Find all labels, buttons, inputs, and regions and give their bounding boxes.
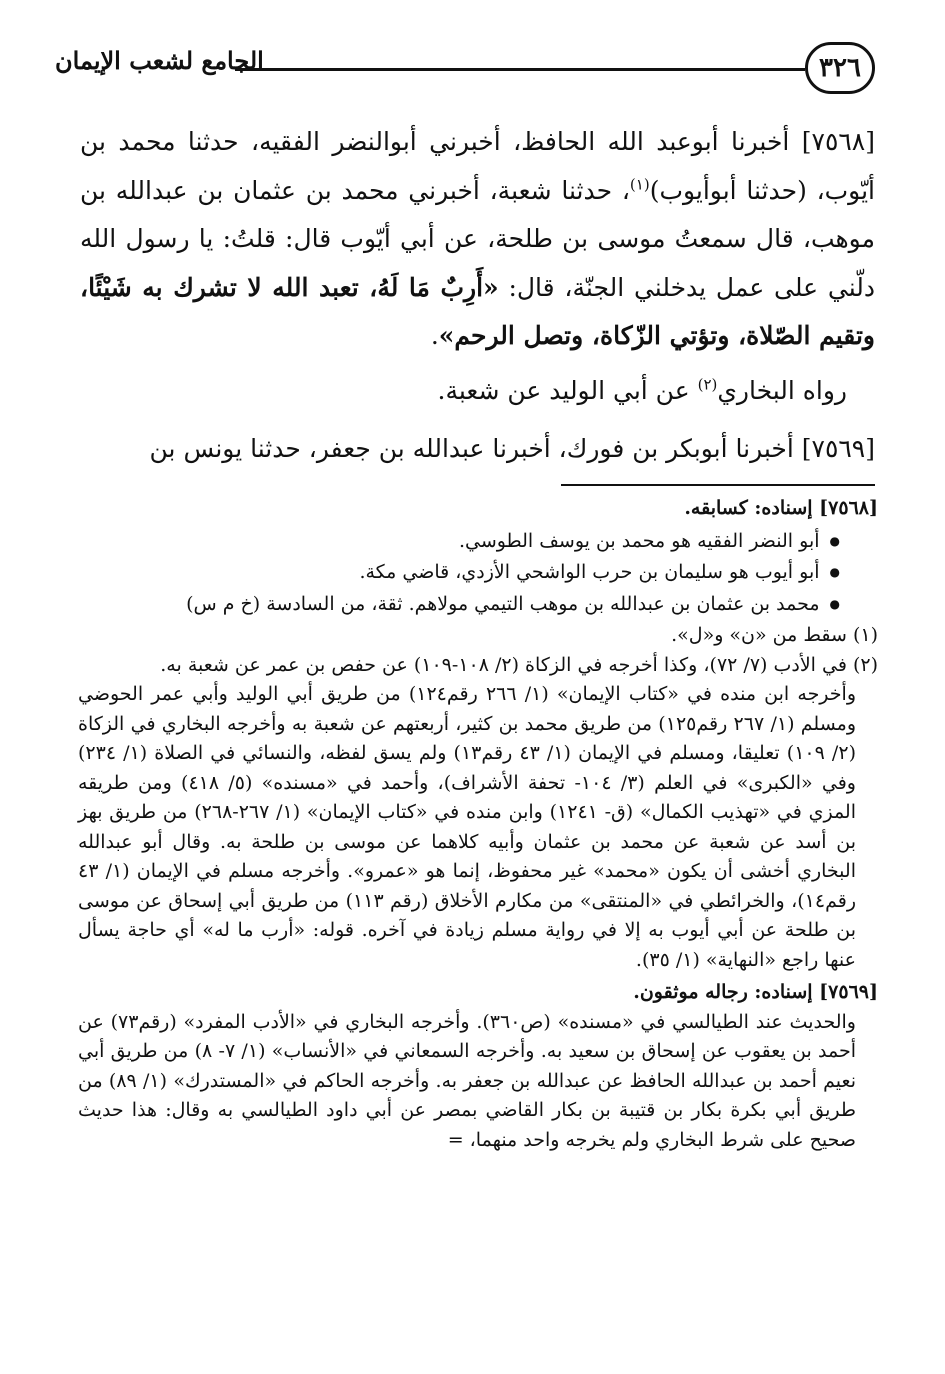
- hadith-7568: [80, 118, 875, 361]
- page-number: ٣٢٦: [805, 42, 875, 94]
- header-rule: [235, 68, 805, 71]
- hadith-7568-end: .: [430, 321, 439, 350]
- book-title: الجامع لشعب الإيمان: [55, 46, 264, 75]
- hadith-7569: [٧٥٦٩] أخبرنا أبوبكر بن فورك، أخبرنا عبدالله بن جعفر، حدثنا يونس بن: [149, 434, 875, 463]
- note-bullet-2: ● أبو أيوب هو سليمان بن حرب الواشحي الأزدي، قاضي مكة.: [78, 558, 878, 590]
- note-bullet-3: ● محمد بن عثمان بن عبدالله بن موهب التيمي مولاهم. ثقة، من السادسة (خ م س): [78, 590, 878, 622]
- page-header: [55, 36, 875, 106]
- hadith-7568-matn: «أَرِبٌ مَا لَهُ، تعبد الله لا تشرك به شَيْئًا، وتقيم الصّلاة، وتؤتي الزّكاة، وتصل الرحم»: [80, 272, 875, 350]
- footnote-ref-1: (١): [629, 175, 650, 194]
- narration-prefix: رواه البخاري: [717, 375, 847, 405]
- footnote-2: (٢) في الأدب (٧/ ٧٢)، وكذا أخرجه في الزكاة (٢/ ١٠٨-١٠٩) عن حفص بن عمر عن شعبة به.: [160, 653, 878, 676]
- narration-suffix: عن أبي الوليد عن شعبة.: [437, 375, 698, 405]
- hadith-7568-text: [٧٥٦٨] أخبرنا أبوعبد الله الحافظ، أخبرني أبوالنضر الفقيه، حدثنا محمد بن أيّوب، (حدثنا أبوأيوب): [80, 127, 875, 205]
- main-text: [80, 118, 875, 474]
- footnotes: [78, 494, 878, 1155]
- footnote-ref-2: (٢): [697, 375, 718, 394]
- note-7568-heading: [٧٥٦٨] إسناده: كسابقه.: [684, 497, 878, 519]
- note-7569-body: والحديث عند الطيالسي في «مسنده» (ص٣٦٠). وأخرجه البخاري في «الأدب المفرد» (رقم٧٣) عن أحمد بن يعقوب عن إسحاق بن سعيد به. وأخرجه السمعاني في «الأنساب» (١/ ٧- ٨) من طريق أبي نعيم أحمد بن عبدالله الحافظ عن عبدالله بن جعفر به. وأخرجه الحاكم في «المستدرك» (١/ ٨٩) من طريق أبي بكرة بكار بن قتيبة بن بكار القاضي بمصر عن أبي داود الطيالسي به وقال: هذا حديث صحيح على شرط البخاري ولم يخرجه واحد منهما، =: [78, 1010, 856, 1151]
- narration-line: [80, 367, 875, 416]
- note-7569-heading: [٧٥٦٩] إسناده: رجاله موثقون.: [633, 981, 878, 1003]
- hadith-7568-continuation: ، حدثنا شعبة، أخبرني محمد بن عثمان بن عبدالله بن موهب، قال سمعتُ موسى بن طلحة، عن أبي أيّوب قال: قلتُ: يا رسول الله دلّني على عمل يدخلني الجنّة، قال:: [80, 175, 875, 302]
- footnote-separator: [561, 484, 875, 486]
- footnote-2-body: وأخرجه ابن منده في «كتاب الإيمان» (١/ ٢٦٦ رقم١٢٤) من طريق أبي الوليد وأبي عمر الحوضي ومسلم (١/ ٢٦٧ رقم١٢٥) من طريق محمد بن كثير، أربعتهم عن شعبة به وأخرجه البخاري في الزكاة (٢/ ١٠٩) تعليقا، ومسلم في الإيمان (١/ ٤٣ رقم١٣) ولم يسق لفظه، والنسائي في الصلاة (١/ ٢٣٤) وفي «الكبرى» في العلم (٣/ ١٠٤- تحفة الأشراف)، وأحمد في «مسنده» (٥/ ٤١٨) ومن طريقه المزي في «تهذيب الكمال» (ق- ١٢٤١) وابن منده في «كتاب الإيمان» (١/ ٢٦٧-٢٦٨) من طريق بهز بن أسد عن شعبة عن محمد بن عثمان وأبيه كلاهما عن موسى بن طلحة به. وقال أبو عبدالله البخاري أخشى أن يكون «محمد» غير محفوظ، إنما هو «عمرو». وأخرجه مسلم في الإيمان (١/ ٤٣ رقم١٤)، والخرائطي في «المنتقى» من مكارم الأخلاق (رقم ١١٣) من طريق أبي إسحاق عن موسى بن طلحة عن أبي أيوب به إلا في رواية مسلم زيادة في آخره. قوله: «أرب ما له» أي حاجة يسأل عنها راجع «النهاية» (١/ ٣٥).: [78, 683, 857, 971]
- note-bullet-1: ● أبو النضر الفقيه هو محمد بن يوسف الطوسي.: [78, 527, 878, 559]
- footnote-1: (١) سقط من «ن» و«ل».: [671, 624, 878, 646]
